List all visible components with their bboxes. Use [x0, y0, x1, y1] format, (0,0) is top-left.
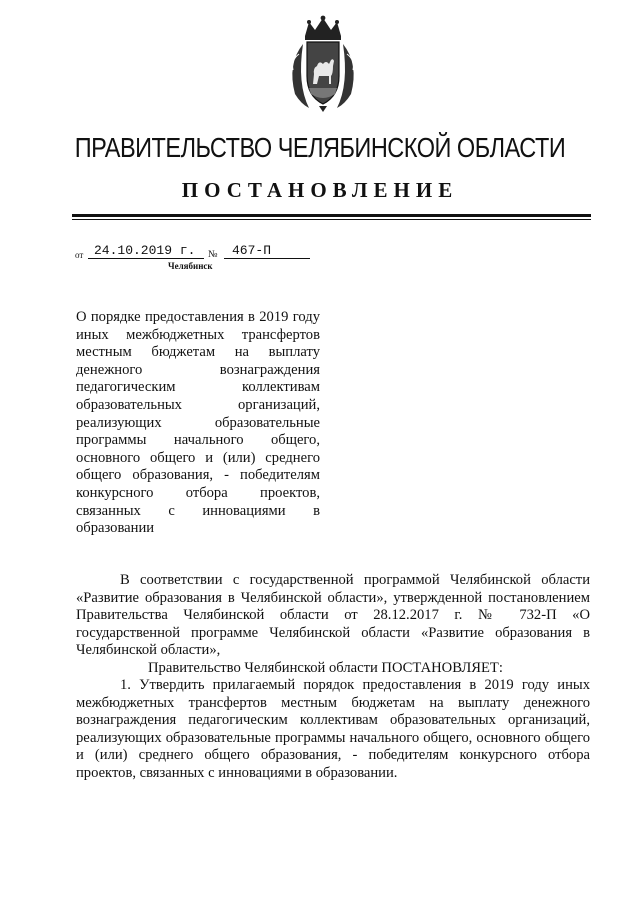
document-type-title: ПОСТАНОВЛЕНИЕ [181, 178, 459, 202]
header-rule-thin [72, 219, 591, 220]
header-rule-thick [72, 214, 591, 217]
decree-item-1: 1. Утвердить прилагаемый порядок предоставления в 2019 году иных межбюджетных трансфертов местным бюджетам на выплату денежного вознаграждения педагогическим коллективам образовательных организаций, реализующих образовательные программы начального общего, основного общего и (или) среднего общего образования, - победителям конкурсного отбора проектов, связанных с инновациями в образовании. [76, 677, 590, 781]
number-prefix: № [208, 249, 218, 260]
city-label: Челябинск [168, 261, 213, 271]
government-title: ПРАВИТЕЛЬСТВО ЧЕЛЯБИНСКОЙ ОБЛАСТИ [74, 132, 566, 163]
decree-line: Правительство Челябинской области ПОСТАНОВЛЯЕТ: [148, 660, 503, 676]
date-prefix: от [75, 250, 84, 260]
document-subject: О порядке предоставления в 2019 году иных межбюджетных трансфертов местным бюджетам на выплату денежного вознаграждения педагогическим коллективам образовательных организаций, реализующих образовательные программы начального общего, основного общего и (или) среднего общего образования, - победителям конкурсного отбора проектов, связанных с инновациями в образовании [76, 309, 320, 537]
document-date: 24.10.2019 г. [88, 243, 204, 259]
document-number: 467-П [224, 243, 310, 259]
coat-of-arms-icon [283, 14, 363, 114]
preamble-paragraph: В соответствии с государственной программой Челябинской области «Развитие образования в Челябинской области», утвержденной постановлением Правительства Челябинской области от 28.12.2017 г. № 732-П «О государственной программе Челябинской области «Развитие образования в Челябинской области», [76, 572, 590, 659]
